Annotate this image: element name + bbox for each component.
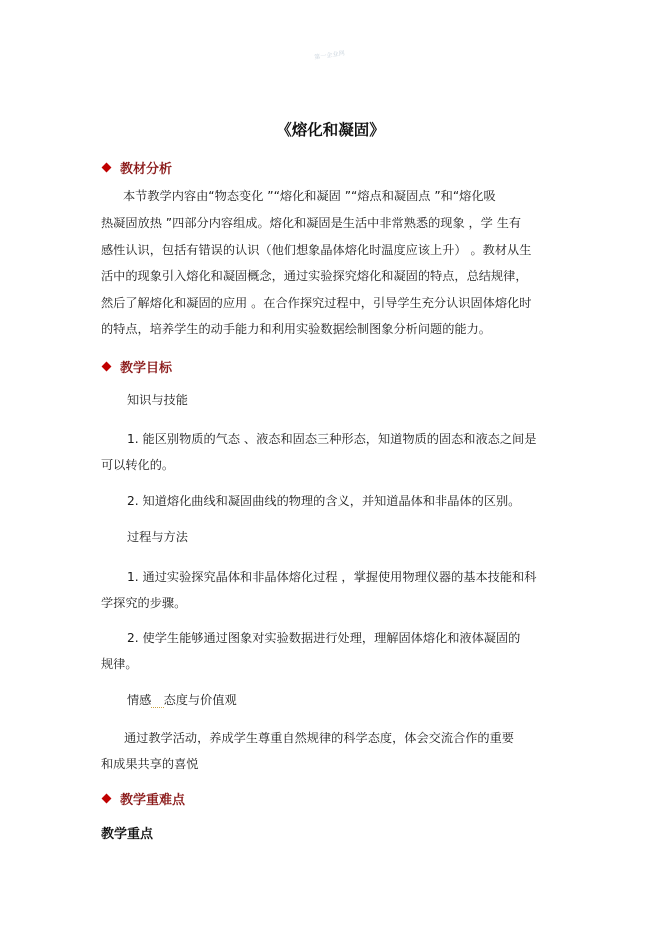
paragraph-line: 2. 使学生能够通过图象对实验数据进行处理，理解固体熔化和液体凝固的 (127, 631, 521, 645)
subheading-process: 过程与方法 (127, 530, 188, 544)
diamond-bullet-icon (102, 163, 112, 173)
section-heading-label: 教材分析 (120, 162, 173, 177)
paragraph-line: 本节教学内容由“物态变化 ”“熔化和凝固 ”“熔点和凝固点 ”和“熔化吸 (123, 189, 496, 203)
paragraph-line: 活中的现象引入熔化和凝固概念，通过实验探究熔化和凝固的特点，总结规律， (101, 269, 528, 283)
paragraph-line: 然后了解熔化和凝固的应用 。在合作探究过程中，引导学生充分认识固体熔化时 (101, 296, 532, 310)
paragraph-line: 1. 通过实验探究晶体和非晶体熔化过程 ，掌握使用物理仪器的基本技能和科 (127, 570, 537, 584)
attitude-title-part: 情感 (127, 693, 152, 707)
paragraph-line: 1. 能区别物质的气态 、液态和固态三种形态，知道物质的固态和液态之间是 (127, 432, 537, 446)
diamond-bullet-icon (102, 794, 112, 804)
section-heading-label: 教学重难点 (120, 793, 186, 808)
dotted-gap (151, 693, 163, 708)
paragraph-line: 的特点，培养学生的动手能力和利用实验数据绘制图象分析问题的能力。 (101, 322, 491, 336)
subheading-attitude (127, 691, 237, 708)
section-heading-goals (101, 357, 172, 376)
section-heading-label: 教学目标 (120, 361, 173, 376)
paragraph-line: 规律。 (101, 657, 138, 671)
paragraph-line: 感性认识，包括有错误的认识（他们想象晶体熔化时温度应该上升） 。教材从生 (101, 243, 532, 257)
subheading-knowledge: 知识与技能 (127, 393, 188, 407)
section-heading-keypoints (101, 789, 185, 808)
watermark: 第一企业网 (313, 49, 346, 62)
diamond-bullet-icon (102, 362, 112, 372)
subheading-keypoint: 教学重点 (101, 827, 154, 842)
paragraph-line: 和成果共享的喜悦 (101, 757, 199, 771)
attitude-title-part: 态度与价值观 (163, 693, 237, 707)
paragraph-line: 热凝固放热 ”四部分内容组成。熔化和凝固是生活中非常熟悉的现象 ，学 生有 (101, 216, 522, 230)
paragraph-line: 可以转化的。 (101, 458, 175, 472)
section-heading-analysis (101, 158, 172, 177)
page-title: 《熔化和凝固》 (276, 121, 385, 139)
paragraph-line: 学探究的步骤。 (101, 596, 187, 610)
paragraph-line: 2. 知道熔化曲线和凝固曲线的物理的含义，并知道晶体和非晶体的区别。 (127, 494, 521, 508)
paragraph-line: 通过教学活动，养成学生尊重自然规律的科学态度，体会交流合作的重要 (124, 731, 514, 745)
